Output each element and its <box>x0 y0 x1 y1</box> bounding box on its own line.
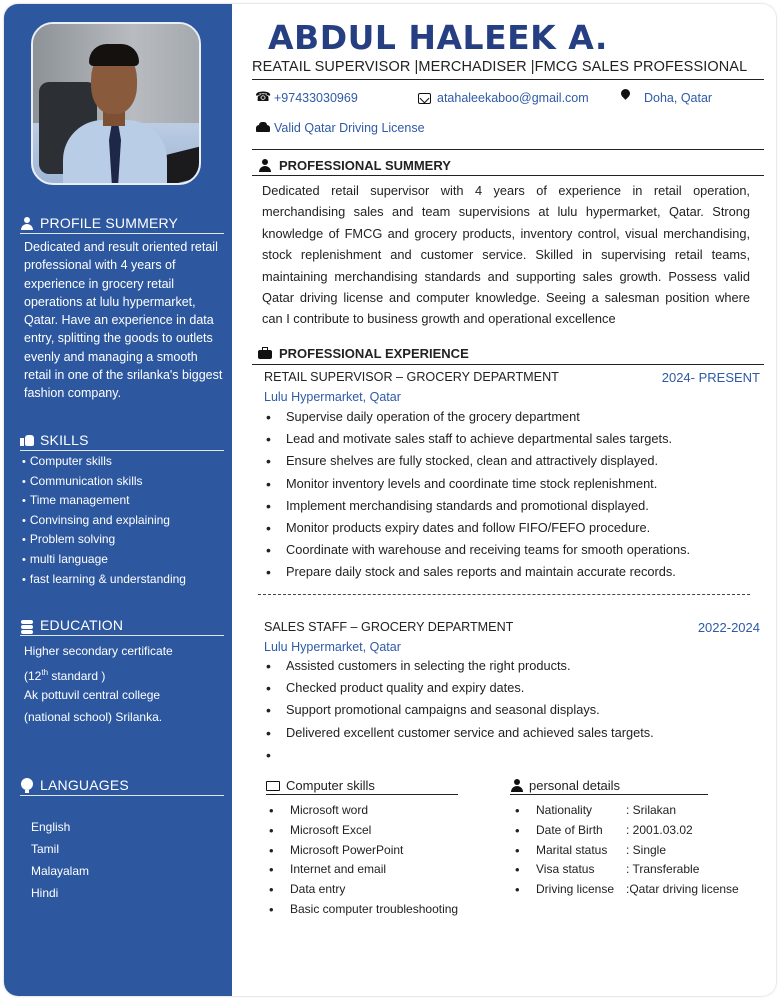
job-duty: • Implement merchandising standards and promotional displayed. <box>264 495 764 517</box>
skill-item: • Time management <box>22 491 228 511</box>
computer-skills-heading <box>266 778 458 795</box>
briefcase-icon <box>258 347 271 360</box>
personal-detail-row: • Marital status : Single <box>512 841 739 861</box>
education-title: EDUCATION <box>40 617 124 633</box>
job-duty: • Lead and motivate sales staff to achieve departmental sales targets. <box>264 428 764 450</box>
language-item: English <box>31 820 71 834</box>
job-duty: • Assisted customers in selecting the right products. <box>264 655 764 677</box>
phone-icon <box>256 92 268 104</box>
education-line: (national school) Srilanka. <box>24 710 163 724</box>
skill-item: • Convinsing and explaining <box>22 511 228 531</box>
job-duty: • Support promotional campaigns and seasonal displays. <box>264 699 764 721</box>
job-duties-list <box>264 655 764 766</box>
job-duty: • Delivered excellent customer service and achieved sales targets. <box>264 722 764 744</box>
personal-detail-row: • Nationality : Srilakan <box>512 801 739 821</box>
person-icon <box>510 779 523 792</box>
education-line: Higher secondary certificate <box>24 644 173 658</box>
divider <box>252 149 764 150</box>
car-icon <box>256 122 268 134</box>
divider <box>252 364 764 365</box>
language-item: Hindi <box>31 886 59 900</box>
skills-title: SKILLS <box>40 432 89 448</box>
personal-details-list <box>512 801 739 900</box>
person-icon <box>258 159 271 172</box>
main-content <box>232 4 776 996</box>
phone-number: +97433030969 <box>274 91 358 105</box>
job-duty: • Prepare daily stock and sales reports and maintain accurate records. <box>264 561 764 583</box>
professional-title: REATAIL SUPERVISOR |MERCHADISER |FMCG SALES PROFESSIONAL <box>252 59 764 80</box>
personal-detail-row: • Date of Birth : 2001.03.02 <box>512 821 739 841</box>
professional-summary-text: Dedicated retail supervisor with 4 years of experience in retail operation, merchandising sales and team supervisions at lulu hypermarket, Qatar. Strong knowledge of FMCG and grocery products, inventory control, visual merchandising, stock replenishment and customer service. Skilled in supervising retail teams, maintaining merchandising standards and supporting sales growth. Possess valid Qatar driving license and computer knowledge. Seeing a salesman position where can I contribute to business growth and operational excellence <box>262 183 750 327</box>
language-item: Tamil <box>31 842 60 856</box>
computer-skill-item: • Microsoft PowerPoint <box>266 841 458 861</box>
location-pin-icon <box>620 92 632 104</box>
job-duty: • Supervise daily operation of the grocery department <box>264 406 764 428</box>
job-company: Lulu Hypermarket, Qatar <box>264 390 401 404</box>
email-address: atahaleekaboo@gmail.com <box>437 91 589 105</box>
computer-skill-item: • Data entry <box>266 880 458 900</box>
professional-summary-heading <box>258 158 451 173</box>
skill-item: • fast learning & understanding <box>22 570 228 590</box>
profile-photo <box>31 22 201 185</box>
job-duty: • Ensure shelves are fully stocked, clean and attractively displayed. <box>264 450 764 472</box>
dashed-divider <box>258 594 750 595</box>
job-duty: • Checked product quality and expiry dates. <box>264 677 764 699</box>
resume-page <box>4 4 776 996</box>
thumbs-up-icon <box>20 433 34 447</box>
job-title: RETAIL SUPERVISOR – GROCERY DEPARTMENT <box>264 370 559 384</box>
education-line: Ak pottuvil central college <box>24 688 161 702</box>
sidebar <box>4 4 232 996</box>
computer-skill-item: • Microsoft Excel <box>266 821 458 841</box>
skill-item: • Problem solving <box>22 530 228 550</box>
personal-detail-row: • Visa status : Transferable <box>512 860 739 880</box>
profile-summary-heading <box>20 215 224 234</box>
job-duty: • Coordinate with warehouse and receiving teams for smooth operations. <box>264 539 764 561</box>
skill-item: • Communication skills <box>22 472 228 492</box>
professional-experience-heading <box>258 346 469 361</box>
computer-skill-item: • Microsoft word <box>266 801 458 821</box>
computer-skill-item: • Internet and email <box>266 860 458 880</box>
professional-summary-title: PROFESSIONAL SUMMERY <box>279 158 451 173</box>
profile-summary-title: PROFILE SUMMERY <box>40 215 179 231</box>
books-icon <box>20 618 34 632</box>
job-duties-list <box>264 406 764 584</box>
job-duty: • Monitor inventory levels and coordinate time stock replenishment. <box>264 473 764 495</box>
languages-list <box>31 816 89 904</box>
phone-contact[interactable] <box>256 91 358 105</box>
globe-icon <box>20 778 34 792</box>
personal-details-title: personal details <box>529 778 621 793</box>
education-line: (12th standard ) <box>24 668 106 683</box>
education-heading <box>20 617 224 636</box>
languages-heading <box>20 777 224 796</box>
license-text: Valid Qatar Driving License <box>274 121 425 135</box>
candidate-name: ABDUL HALEEK A. <box>268 18 608 57</box>
skills-heading <box>20 432 224 451</box>
personal-details-heading <box>510 778 708 795</box>
location-contact <box>620 91 712 105</box>
email-contact[interactable] <box>418 91 589 105</box>
job-dates: 2024- PRESENT <box>661 370 760 385</box>
job-duty: • Monitor products expiry dates and follow FIFO/FEFO procedure. <box>264 517 764 539</box>
license-contact <box>256 121 425 135</box>
job-company: Lulu Hypermarket, Qatar <box>264 640 401 654</box>
location-text: Doha, Qatar <box>644 91 713 105</box>
languages-title: LANGUAGES <box>40 777 129 793</box>
profile-summary-text: Dedicated and result oriented retail professional with 4 years of experience in grocery retail operations at lulu hypermarket, Qatar. Have an experience in data entry, splitting the goods to outlets evenly and managing a smooth retail in one of the srilanka's biggest fashion company. <box>24 240 223 401</box>
job-title: SALES STAFF – GROCERY DEPARTMENT <box>264 620 514 634</box>
job-dates: 2022-2024 <box>697 620 760 635</box>
monitor-icon <box>266 781 280 791</box>
computer-skill-item: • Basic computer troubleshooting <box>266 900 458 920</box>
professional-experience-title: PROFESSIONAL EXPERIENCE <box>279 346 469 361</box>
divider <box>252 175 764 176</box>
skill-item: • multi language <box>22 550 228 570</box>
computer-skills-list <box>266 801 458 920</box>
skill-item: • Computer skills <box>22 452 228 472</box>
education-block <box>24 640 226 728</box>
language-item: Malayalam <box>31 864 90 878</box>
email-icon <box>418 93 431 104</box>
personal-detail-row: • Driving license :Qatar driving license <box>512 880 739 900</box>
skills-list <box>22 452 228 589</box>
job-duty <box>264 744 764 766</box>
computer-skills-title: Computer skills <box>286 778 375 793</box>
person-icon <box>20 216 34 230</box>
